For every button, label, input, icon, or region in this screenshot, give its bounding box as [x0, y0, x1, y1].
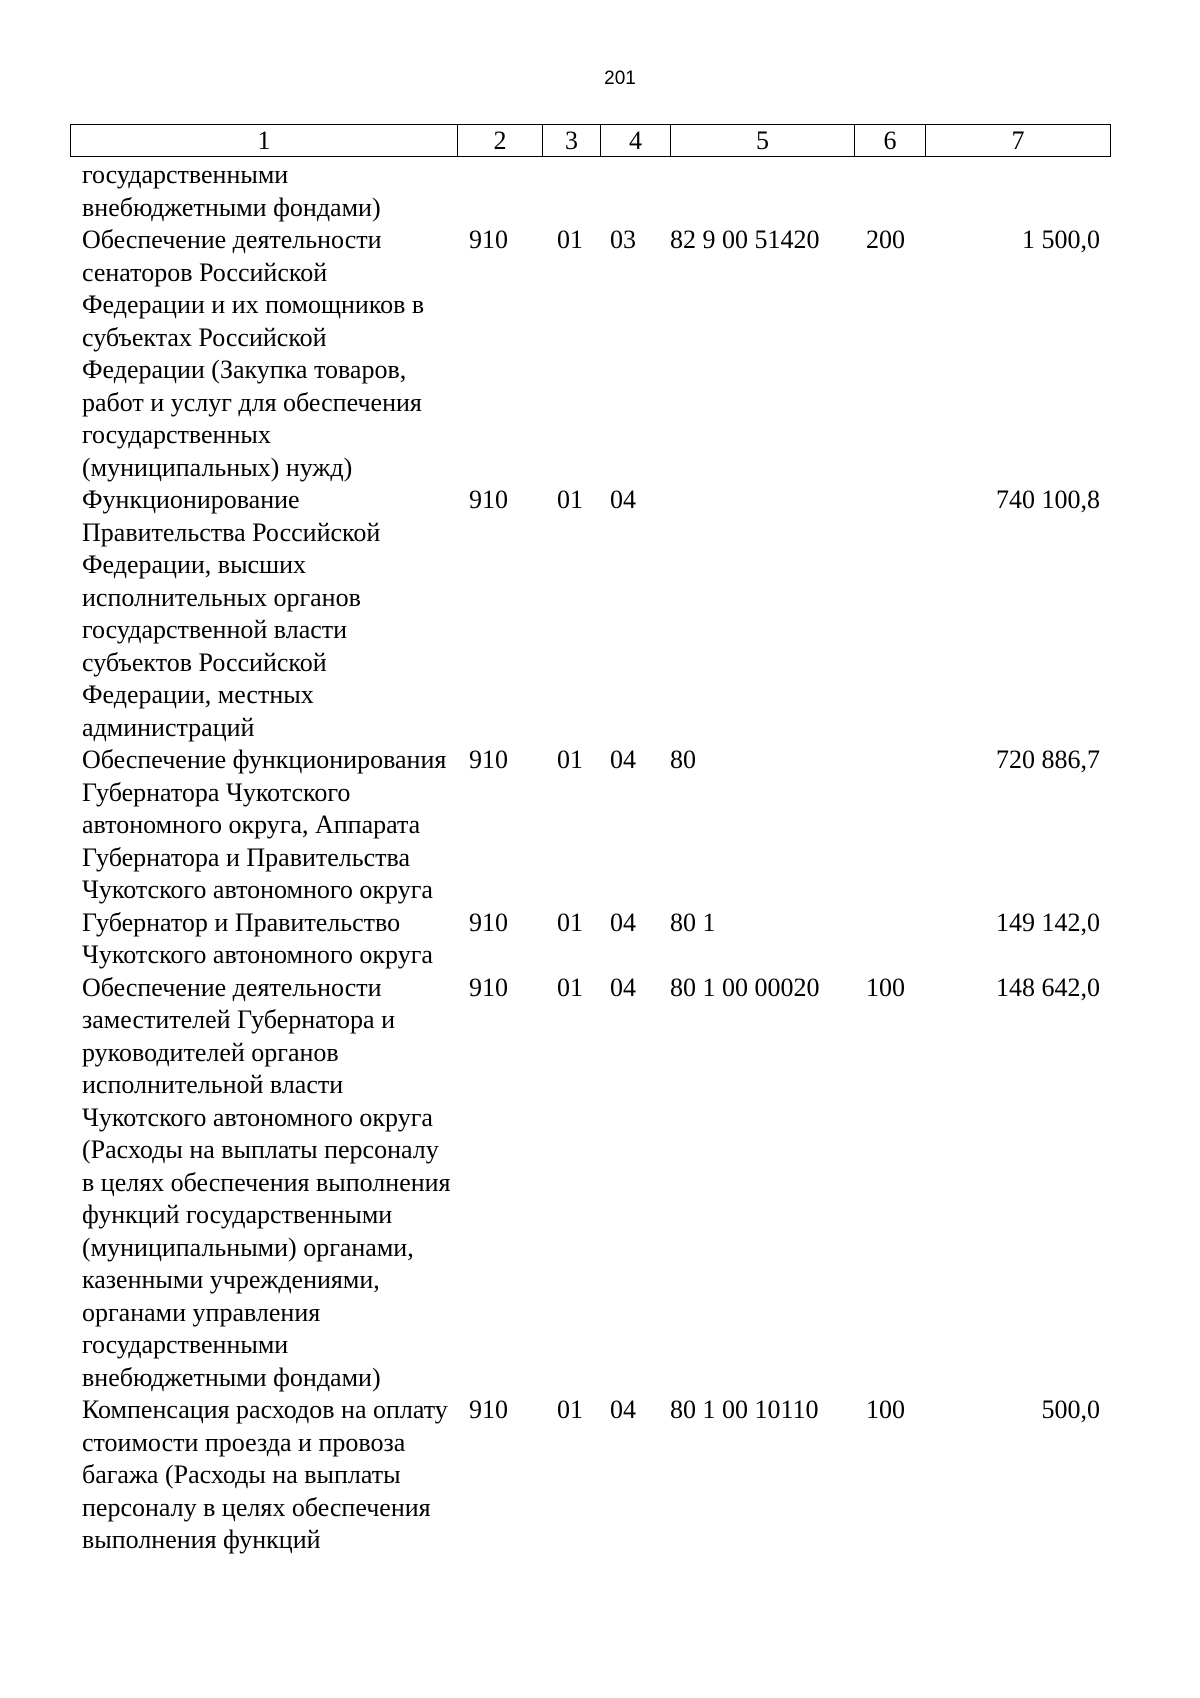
row-section-code: 01	[557, 485, 583, 514]
row-section-code: 01	[557, 745, 583, 774]
row-expense-type: 200	[866, 225, 905, 254]
row-ministry-code: 910	[469, 907, 508, 937]
row-subsection-code: 04	[610, 1395, 636, 1424]
row-ministry-code: 910	[469, 225, 508, 254]
row-target-article: 80 1 00 10110	[670, 1395, 819, 1424]
row-subsection-code	[600, 159, 670, 224]
row-amount	[925, 159, 1110, 224]
row-name: Обеспечение функционирования Губернатора Чукотского автономного округа, Аппарата Губернатора и Правительства Чукотского автономного округа	[82, 745, 447, 904]
row-target-article: 82 9 00 51420	[670, 225, 820, 254]
row-section-code: 01	[557, 225, 583, 254]
row-expense-type	[854, 159, 925, 224]
row-subsection-code: 04	[610, 745, 636, 774]
page-number: 201	[604, 68, 636, 89]
row-name: Обеспечение деятельности сенаторов Российской Федерации и их помощников в субъектах Российской Федерации (Закупка товаров, работ и услуг для обеспечения государственных (муниципальных) нужд)	[82, 225, 425, 482]
header-col-5: 5	[671, 125, 855, 157]
row-target-article	[670, 159, 854, 224]
row-ministry-code: 910	[469, 745, 508, 774]
table-row	[70, 484, 1110, 744]
row-name: Обеспечение деятельности заместителей Губернатора и руководителей органов исполнительной власти Чукотского автономного округа (Расходы на выплаты персоналу в целях обеспечения выполнения функций государственными (муниципальными) органами, казенными учреждениями, органами управления государственными внебюджетными фондами)	[82, 972, 451, 1392]
row-ministry-code: 910	[469, 485, 508, 514]
row-target-article: 80	[670, 745, 696, 774]
row-amount: 1 500,0	[1022, 225, 1100, 254]
header-col-6: 6	[855, 125, 926, 157]
table-row	[70, 1394, 1110, 1557]
row-expense-type	[854, 907, 925, 972]
table-row	[70, 907, 1110, 972]
row-amount: 148 642,0	[996, 972, 1100, 1002]
row-target-article: 80 1	[670, 907, 716, 937]
row-ministry-code: 910	[469, 972, 508, 1002]
row-subsection-code: 04	[610, 485, 636, 514]
row-expense-type: 100	[866, 972, 905, 1002]
row-expense-type	[854, 484, 925, 744]
row-subsection-code: 03	[610, 225, 636, 254]
row-ministry-code: 910	[469, 1395, 508, 1424]
budget-table	[70, 159, 1110, 1557]
header-col-1: 1	[71, 125, 458, 157]
row-target-article: 80 1 00 00020	[670, 972, 820, 1002]
row-ministry-code	[457, 159, 542, 224]
table-header	[70, 124, 1111, 157]
row-section-code: 01	[557, 1395, 583, 1424]
row-section-code	[542, 159, 600, 224]
table-row	[70, 744, 1110, 907]
row-section-code: 01	[557, 972, 583, 1002]
row-name: Компенсация расходов на оплату стоимости проезда и провоза багажа (Расходы на выплаты персоналу в целях обеспечения выполнения функций	[82, 1395, 448, 1554]
row-amount: 500,0	[1041, 1395, 1100, 1424]
table-row	[70, 972, 1110, 1395]
header-col-3: 3	[543, 125, 601, 157]
table-header-row	[71, 125, 1111, 157]
row-subsection-code: 04	[610, 907, 636, 937]
row-subsection-code: 04	[610, 972, 636, 1002]
header-col-7: 7	[926, 125, 1111, 157]
row-amount: 740 100,8	[996, 485, 1100, 514]
row-expense-type	[854, 744, 925, 907]
table-row	[70, 159, 1110, 224]
header-col-2: 2	[458, 125, 543, 157]
row-section-code: 01	[557, 907, 583, 937]
row-name: государственными внебюджетными фондами)	[82, 160, 381, 222]
row-amount: 149 142,0	[996, 907, 1100, 937]
table-row	[70, 224, 1110, 484]
header-col-4: 4	[601, 125, 671, 157]
row-expense-type: 100	[866, 1395, 905, 1424]
row-target-article	[670, 484, 854, 744]
row-name: Губернатор и Правительство Чукотского автономного округа	[82, 907, 433, 969]
row-name: Функционирование Правительства Российской Федерации, высших исполнительных органов государственной власти субъектов Российской Федерации, местных администраций	[82, 485, 381, 742]
row-amount: 720 886,7	[996, 745, 1100, 774]
